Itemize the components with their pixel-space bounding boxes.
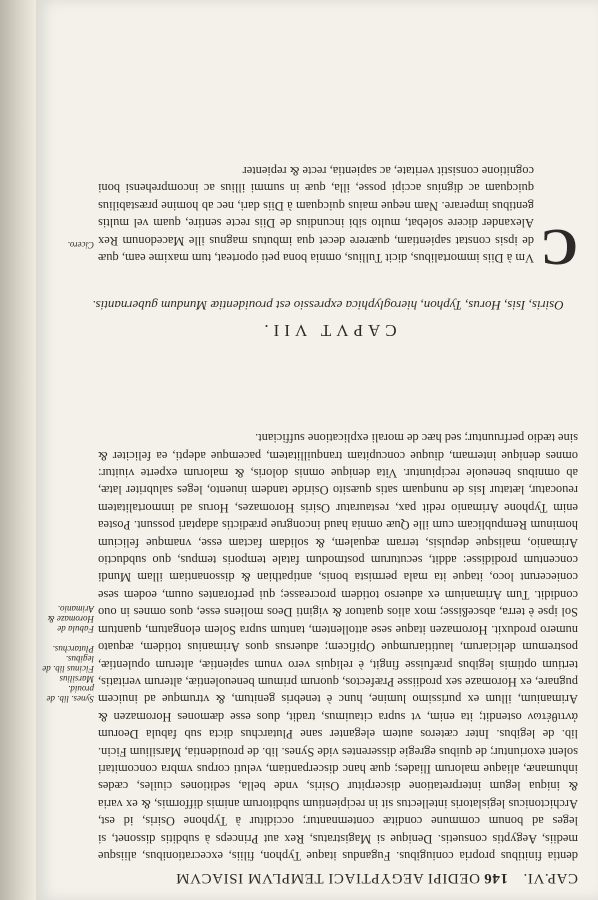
running-header — [78, 866, 578, 886]
marginal-note-fabula: Fabula de Horomaze & Arimanio. — [47, 604, 94, 634]
chapter-subtitle: Osiris, Isis, Horus, Typhon, hieroglyphica expressio est prouidentiæ Mundum gubernantis. — [92, 298, 564, 313]
header-chapter-ref: CAP.VI. — [522, 870, 578, 886]
marginal-note-cicero: Cicero. — [67, 240, 94, 250]
drop-cap: C — [540, 218, 578, 275]
book-gutter — [0, 0, 36, 900]
body-paragraph-1: dentia finitibus propria coniugibus. Fugandus itaque Typhon, filiis, excecrationibus, aliisque mediis, Aegyptis consuetis. Denique si Magistratus, Rex aut Princeps à subditis dissonet, si leges ad bonum commune conditæ contemnantur; occiditur à Typhone Osiris, id est, Archictonicus legislatoris intellectus sit in recipientium subditorum animis difformis, & ex varia & iniqua legum interpretatione discerpitur Osiris, vnde bella, seditiones ciuiles, cædes inhumanæ, aliaque malorum Iliades; quæ hanc discerpantiam, veluti corpus vmbra concomitari solent exoriuntur; de quibus egregie disserentes vide Synes. lib. de prouidentia, Marsilium Ficin. lib. de legibus. Inter cæteros autem eleganter sane Plutarchus dicta sub fabula Deorum ἀντιθέτων ostendit; ita enim, vt supra citauimus, tradit, duos esse dæmones Horomazen & Arimanium, illum ex purissimo lumine, hunc è tenebris genitum, & vtrumque ad inuicem pugnare, ex Horomaze sex prodiisse Præfectos, quorum primum beneuolentiæ, alterum veritatis, tertium optimis legibus præfuisse fingit, è reliquis vero vnum sapientiæ, alterum opulentiæ, postremum deliciarum, lautitiarumque Opificem; aduersus quos Arimanius totidem, æquato numero produxit. Horomazen itaque sese attollentem, tantum supra Solem elongatum, quantum Sol ipse è terra, absceßisse; mox alios quatuor & viginti Deos moliens esse, quos omnes in ouo condidit. Tum Arimanium ex aduerso totidem procreasse; qui perforantes ouum, eodem sese coniecerunt loco, itaque ita mala permista bonis, antipathian & dissonantiam illam Mundi concentum prodidisse: addit, secuturum postmodum fatale temporis tempus, quo subductio Arimanio, malisque depulsis, terram æqualem, & solidam factam esse, vnamque felicium hominum Rempublicam cum ille Quæ omnia haud incongrue prædictis adaptari possunt. Postea enim Typhone Arimanio redit pax, restauratur Osiris Horomazes, Horus ad immortalitatem reuocatur, lætatur Isis de nunquam satis quæsito Osiride tandem inuento, leges salubriter latæ, ab omnibus beneuole recipiuntur. Vita denique omnis doloris, & malorum experte viuitur: omnes denique internam, diuque concupitam tranquillitatem, pacemque adepti, ea feliciter & sine tædio perfruuntur; sed hæc de morali explicatione sufficiant. — [98, 431, 578, 863]
marginal-note-sources: Synes. lib. de prouid. Marsilius Ficinus lib. de legibus. Plutarchus. — [42, 644, 94, 704]
running-title: OEDIPI AEGYPTIACI TEMPLVM ISIACVM — [175, 870, 480, 886]
body-paragraph-2: Vm à Diis immortalibus, dicit Tullius, omnia bona peti oporteat, tum maxime eam, quæ de ipsis constat sapientiam, quærere decet qua imbutus magnus ille Macedonum Rex Alexander dicere solebat, multo sibi incundius de Diis recte sentire, quam vel multis gentibus imperare. Nam neque maius quicquam à Diis dari, nec ab homine præstabilius quicquam ac dignius accipi posse, illa, quæ in summi illius ac incomprehensi boni cognitione consistit veritate, ac sapientia, recte & repienter — [98, 163, 534, 265]
book-page — [36, 0, 598, 900]
rotated-page-content — [36, 0, 598, 900]
chapter-heading: CAPVT VII. — [259, 321, 397, 340]
page-number: 146 — [483, 870, 508, 886]
